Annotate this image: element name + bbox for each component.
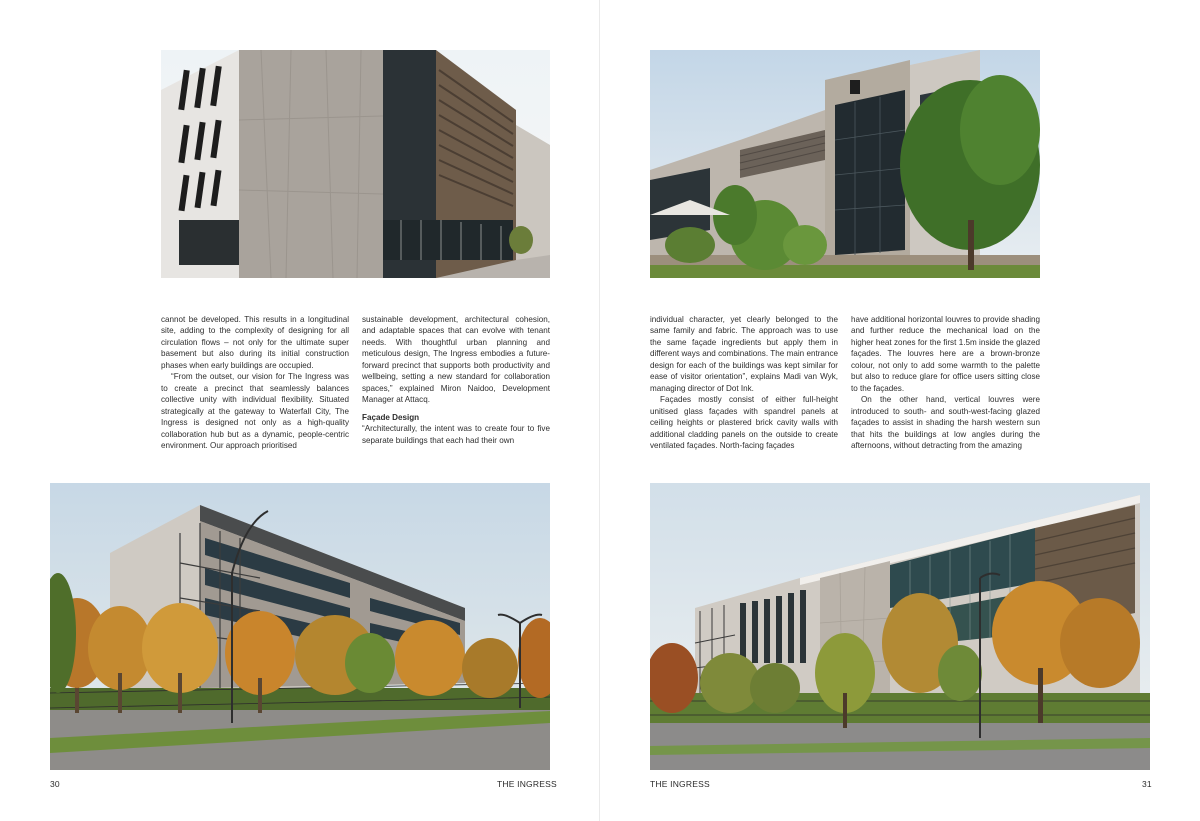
- page-number: 30: [50, 779, 60, 789]
- page-number: 31: [1142, 779, 1152, 789]
- paragraph: individual character, yet clearly belonged to the same family and fabric. The approach was to use the same façade ingredients but apply them in different ways and combinations. The main entrance design for each of the buildings was kept similar for ease of visitor orientation”, explains Madi van Wyk, managing director of Dot Ink.: [650, 315, 838, 393]
- paragraph: Façades mostly consist of either full-height unitised glass façades with spandrel panels at ceiling heights or plastered brick cavity walls with additional cladding panels on the outside to create ventilated façades. North-facing façades: [650, 395, 838, 450]
- photo-glass-facade-autumn: [650, 483, 1150, 770]
- section-subheading: Façade Design: [362, 412, 420, 422]
- paragraph: have additional horizontal louvres to provide shading and further reduce the mechanical load on the higher heat zones for the first 1.5m inside the glazed façades. The louvres here are a brown-bronze colour, not only to add some warmth to the palette but also to reduce glare for office users sitting close to the façades.: [851, 315, 1040, 393]
- text-column-right-2: [851, 314, 1040, 451]
- running-title: THE INGRESS: [650, 779, 710, 789]
- photo-facade-closeup: [161, 50, 550, 278]
- right-page: [600, 0, 1200, 821]
- text-column-right-1: [650, 314, 838, 451]
- paragraph: On the other hand, vertical louvres were introduced to south- and south-west-facing glazed façades to assist in shading the harsh western sun that hits the buildings at low angles during the afternoons, without detracting from the amazing: [851, 395, 1040, 450]
- paragraph: cannot be developed. This results in a longitudinal site, adding to the complexity of designing for all circulation flows – not only for the ultimate super basement but also during its initial construction phases when early buildings are occupied.: [161, 315, 349, 370]
- photo-entrance-trees: [650, 50, 1040, 278]
- text-column-left-2: [362, 314, 550, 446]
- paragraph: “Architecturally, the intent was to create four to five separate buildings that each had their own: [362, 424, 550, 445]
- text-column-left-1: [161, 314, 349, 451]
- paragraph: “From the outset, our vision for The Ingress was to create a precinct that seamlessly balances collective unity with individual flexibility. Situated strategically at the gateway to Waterfall City, The Ingress is designed not only as a high-quality collaboration hub but as a dynamic, people-centric environment. Our approach prioritised: [161, 372, 349, 450]
- paragraph: sustainable development, architectural cohesion, and adaptable spaces that can evolve with tenant needs. With thoughtful urban planning and meticulous design, The Ingress embodies a future-forward precinct that supports both productivity and wellbeing, setting a new standard for collaboration spaces,” explained Miron Naidoo, Development Manager at Attacq.: [362, 315, 550, 405]
- running-title: THE INGRESS: [497, 779, 557, 789]
- photo-building-autumn-trees: [50, 483, 550, 770]
